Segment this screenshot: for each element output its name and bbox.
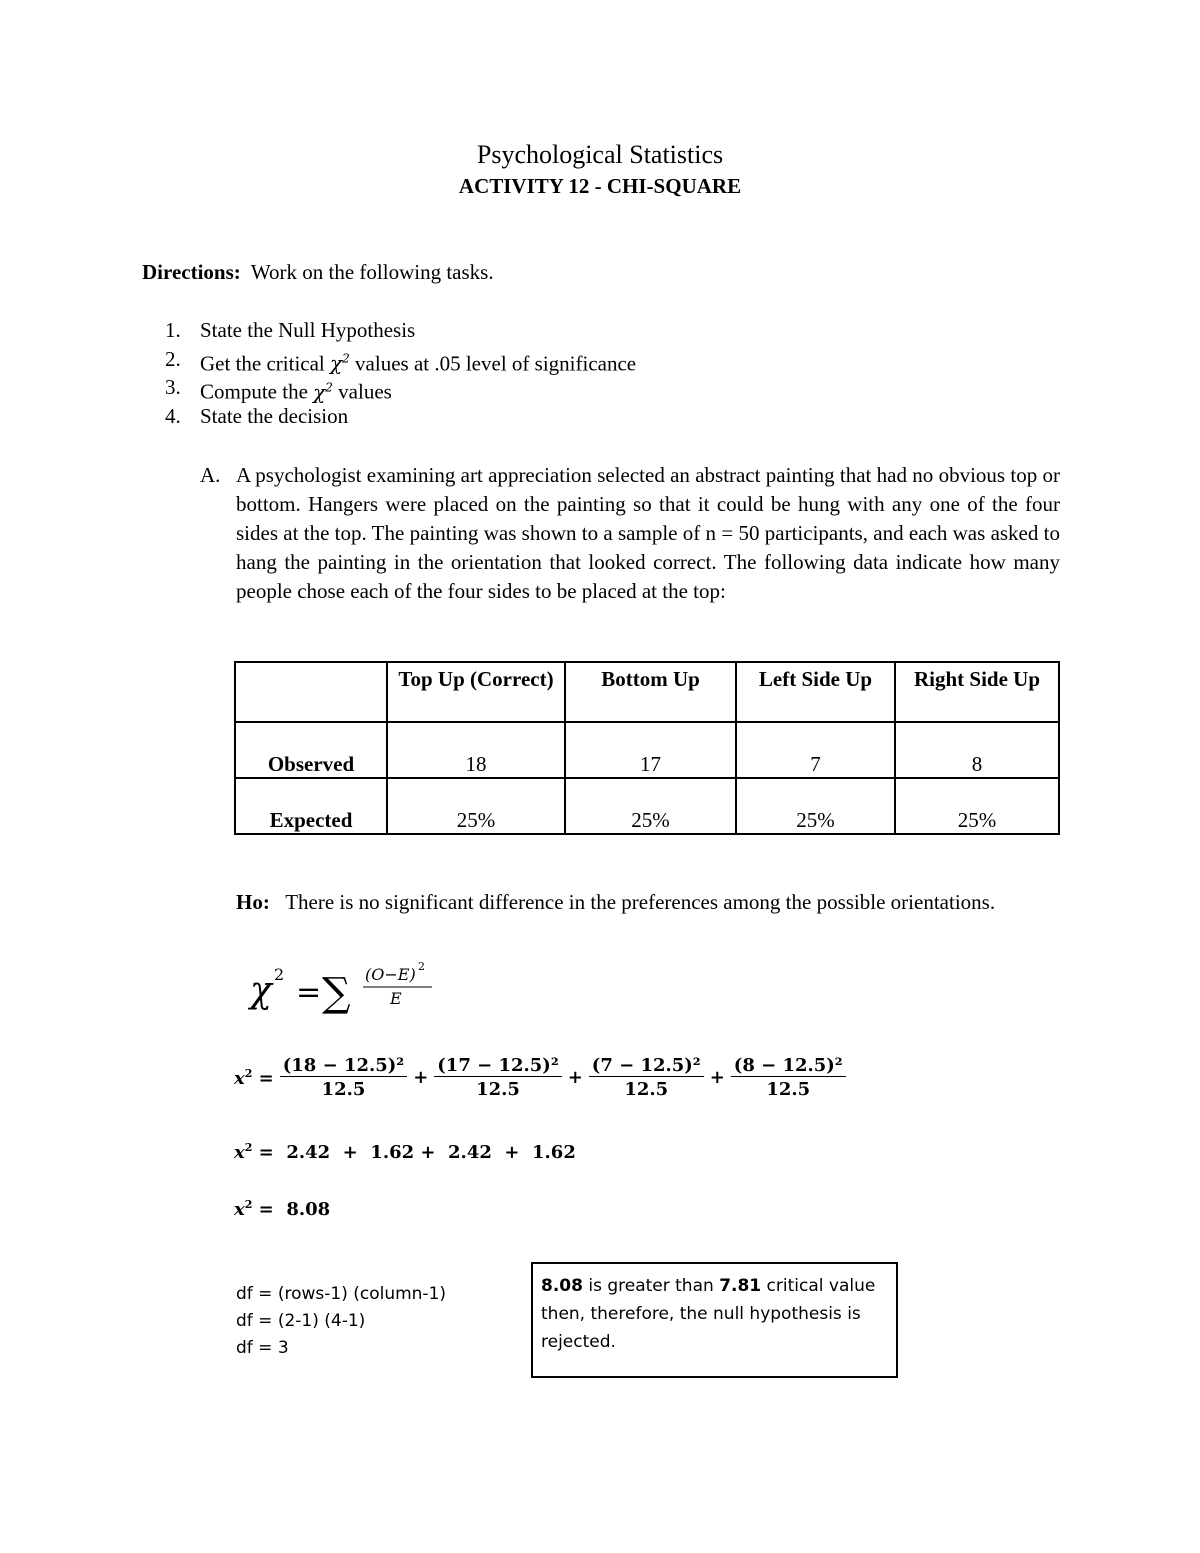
table-cell: 25% (895, 778, 1059, 834)
chi-symbol: $\chi^2$ (330, 351, 350, 376)
fraction: $\frac{\text{(18 − 12.5)²}}{12.5}$ (280, 1055, 407, 1100)
task-number: 2. (165, 346, 181, 371)
ho-label: Ho: (236, 890, 270, 914)
task-number: 1. (165, 318, 181, 342)
fraction: $\frac{\text{(8 − 12.5)²}}{12.5}$ (731, 1055, 846, 1100)
row-label: Observed (235, 722, 387, 778)
table-header-cell: Right Side Up (895, 662, 1059, 722)
task-text: State the Null Hypothesis (200, 318, 416, 342)
ho-text: There is no significant difference in the preferences among the possible orientations. (285, 890, 996, 914)
directions-text: Work on the following tasks. (250, 260, 494, 284)
problem-text: A psychologist examining art appreciation selected an abstract painting that had no obvious top or bottom. Hangers were placed on the painting so that it could be hung with any one of the four sides at the top. The painting was shown to a sample of n = 50 participants, and each was asked to hang the painting in the orientation that looked correct. The following data indicate how many people chose each of the four sides to be placed at the top: (236, 463, 1060, 603)
conclusion-box: 8.08 is greater than 7.81 critical value then, therefore, the null hypothesis is rejected. (531, 1262, 898, 1378)
formula-equals: = (296, 975, 322, 1010)
null-hypothesis (236, 888, 1058, 917)
table-cell: 25% (736, 778, 895, 834)
formula-exp: 2 (274, 965, 285, 984)
table-row (235, 722, 1059, 778)
task-text-suffix: values (332, 379, 392, 404)
formula-num-exp: 2 (418, 960, 425, 973)
task-item (165, 373, 636, 402)
computation-result: $x^2 = 8.08$ (234, 1198, 331, 1220)
table-header-cell: Top Up (Correct) (387, 662, 565, 722)
chi-square-formula (248, 958, 448, 1018)
table-header-cell: Left Side Up (736, 662, 895, 722)
formula-numerator: (O−E) (365, 965, 416, 984)
directions-label: Directions: (142, 260, 241, 284)
critical-value: 7.81 (719, 1276, 762, 1296)
task-text: State the decision (200, 403, 349, 428)
table-cell: 18 (387, 722, 565, 778)
computation-step-1: $x^2$ = $\frac{\text{(18 − 12.5)²}}{12.5}$ + $\frac{\text{(17 − 12.5)²}}{12.5}$ + $\frac{\text{(7 − 12.5)²}}{12.5}$ + $\frac{\text{(8 − 12.5)²}}{12.5}$ (234, 1055, 846, 1100)
degrees-of-freedom (236, 1281, 446, 1362)
table-header-cell: Bottom Up (565, 662, 736, 722)
table-cell: 25% (565, 778, 736, 834)
table-cell: 25% (387, 778, 565, 834)
row-label: Expected (235, 778, 387, 834)
fraction: $\frac{\text{(17 − 12.5)²}}{12.5}$ (434, 1055, 561, 1100)
formula-denominator: E (390, 989, 402, 1008)
table-header-cell (235, 662, 387, 722)
fraction: $\frac{\text{(7 − 12.5)²}}{12.5}$ (589, 1055, 704, 1100)
directions (142, 260, 494, 285)
chi-square-result: 8.08 (286, 1199, 331, 1220)
df-line: df = (2-1) (4-1) (236, 1311, 366, 1331)
problem-label: A. (200, 463, 221, 487)
problem-a (200, 461, 1060, 606)
task-item (165, 402, 636, 431)
formula-chi: χ (250, 970, 272, 1011)
table-row (235, 778, 1059, 834)
activity-subtitle: ACTIVITY 12 - CHI-SQUARE (458, 174, 742, 198)
task-list (165, 316, 636, 430)
computation-step-2: $x^2 = 2.42 + 1.62 + 2.42 + 1.62$ (234, 1141, 576, 1163)
task-item (165, 345, 636, 374)
chi-symbol: $\chi^2$ (313, 379, 333, 404)
data-table (234, 661, 1060, 835)
df-line: df = 3 (236, 1338, 289, 1358)
table-cell: 7 (736, 722, 895, 778)
formula-sum: ∑ (322, 970, 351, 1016)
table-header-row (235, 662, 1059, 722)
computed-value: 8.08 (541, 1276, 583, 1296)
task-number: 3. (165, 375, 181, 399)
task-text-suffix: values at .05 level of significance (349, 351, 637, 376)
page-title: Psychological Statistics (476, 140, 724, 169)
task-item (165, 316, 636, 345)
task-text: Get the critical (200, 351, 331, 376)
table-cell: 8 (895, 722, 1059, 778)
task-number: 4. (165, 403, 181, 428)
df-line: df = (rows-1) (column-1) (236, 1284, 447, 1304)
table-cell: 17 (565, 722, 736, 778)
task-text: Compute the (200, 379, 314, 404)
step-2-values: 2.42 + 1.62 + 2.42 + 1.62 (286, 1142, 576, 1163)
